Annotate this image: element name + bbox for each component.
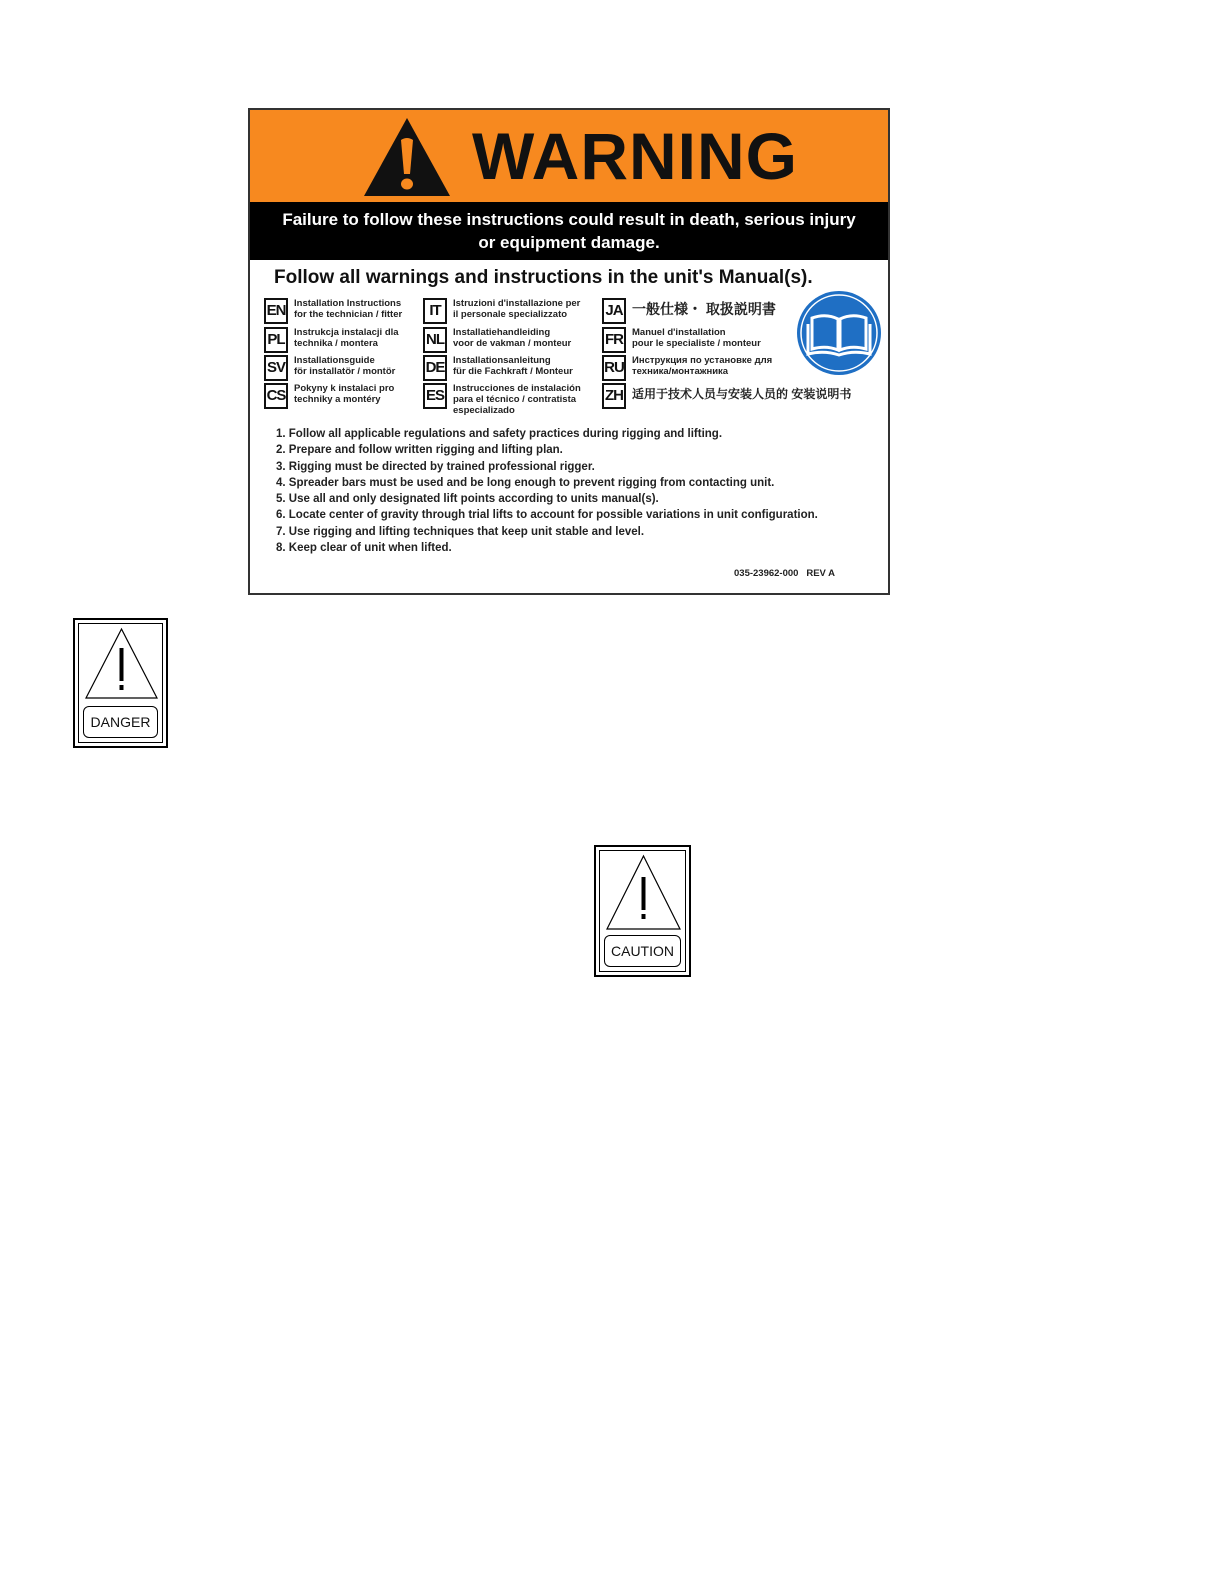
language-line: techniky a montéry [294,394,381,405]
language-ja [602,298,776,324]
language-sv [264,355,395,381]
language-code: ES [423,383,447,409]
warning-title: WARNING [472,119,798,193]
rule-item: 3. Rigging must be directed by trained professional rigger. [276,460,595,473]
language-line: für die Fachkraft / Monteur [453,366,573,377]
language-code: CS [264,383,288,409]
language-en [264,298,402,324]
rule-item: 8. Keep clear of unit when lifted. [276,542,452,555]
language-line: il personale specializzato [453,309,568,320]
read-manual-book-icon [796,290,882,376]
language-line: for the technician / fitter [294,309,403,320]
language-line: 适用于技术人员与安装人员的 安装说明书 [632,387,852,401]
language-nl [423,327,571,353]
language-line: Инструкция по установке для [632,355,773,366]
language-code: IT [423,298,447,324]
language-line: pour le specialiste / monteur [632,338,761,349]
language-line: Istruzioni d'installazione per [453,298,581,309]
danger-label: DANGER [83,706,158,738]
warning-triangle-icon [362,116,452,198]
language-line: para el técnico / contratista [453,394,577,405]
language-line: техника/монтажника [632,366,729,377]
language-pl [264,327,399,353]
language-it [423,298,580,324]
language-line: Installation Instructions [294,298,402,309]
rule-item: 4. Spreader bars must be used and be long enough to prevent rigging from contacting unit. [276,476,775,489]
rule-item: 1. Follow all applicable regulations and safety practices during rigging and lifting. [276,428,723,440]
language-line: Manuel d'installation [632,327,726,338]
rule-item: 7. Use rigging and lifting techniques that keep unit stable and level. [276,525,645,538]
language-line: especializado [453,405,515,416]
subtitle-line-2: or equipment damage. [478,233,660,252]
caution-sign [594,845,691,977]
language-code: SV [264,355,288,381]
language-code: RU [602,355,626,381]
rule-item: 6. Locate center of gravity through trial lifts to account for possible variations in unit configuration. [276,509,818,522]
language-line: Instrucciones de instalación [453,383,581,394]
language-code: PL [264,327,288,353]
language-line: voor de vakman / monteur [453,338,572,349]
language-cs [264,383,394,409]
language-code: EN [264,298,288,324]
exclamation-triangle-icon [604,853,683,931]
language-zh [602,383,851,409]
rule-item: 2. Prepare and follow written rigging and lifting plan. [276,444,563,457]
language-code: JA [602,298,626,324]
danger-sign [73,618,168,748]
language-line: Installationsguide [294,355,375,366]
language-line: 一般仕様・ 取扱説明書 [632,301,776,317]
language-es [423,383,581,416]
language-line: Installatiehandleiding [453,327,551,338]
follow-instructions: Follow all warnings and instructions in the unit's Manual(s). [274,267,813,288]
language-line: Instrukcja instalacji dla [294,327,399,338]
warning-header [250,110,888,202]
language-line: Installationsanleitung [453,355,551,366]
language-line: för installatör / montör [294,366,396,377]
language-de [423,355,573,381]
language-line: technika / montera [294,338,378,349]
language-line: Pokyny k instalaci pro [294,383,395,394]
warning-subtitle [250,202,888,260]
language-code: ZH [602,383,626,409]
part-number: 035-23962-000 REV A [734,568,836,579]
subtitle-line-1: Failure to follow these instructions could result in death, serious injury [282,210,856,229]
language-code: DE [423,355,447,381]
exclamation-triangle-icon [83,626,160,700]
rigging-rules-list [276,426,818,556]
warning-label [248,108,890,595]
rule-item: 5. Use all and only designated lift points according to units manual(s). [276,493,659,506]
caution-label: CAUTION [604,935,681,967]
language-fr [602,327,761,353]
language-code: NL [423,327,447,353]
language-ru [602,355,772,381]
language-code: FR [602,327,626,353]
